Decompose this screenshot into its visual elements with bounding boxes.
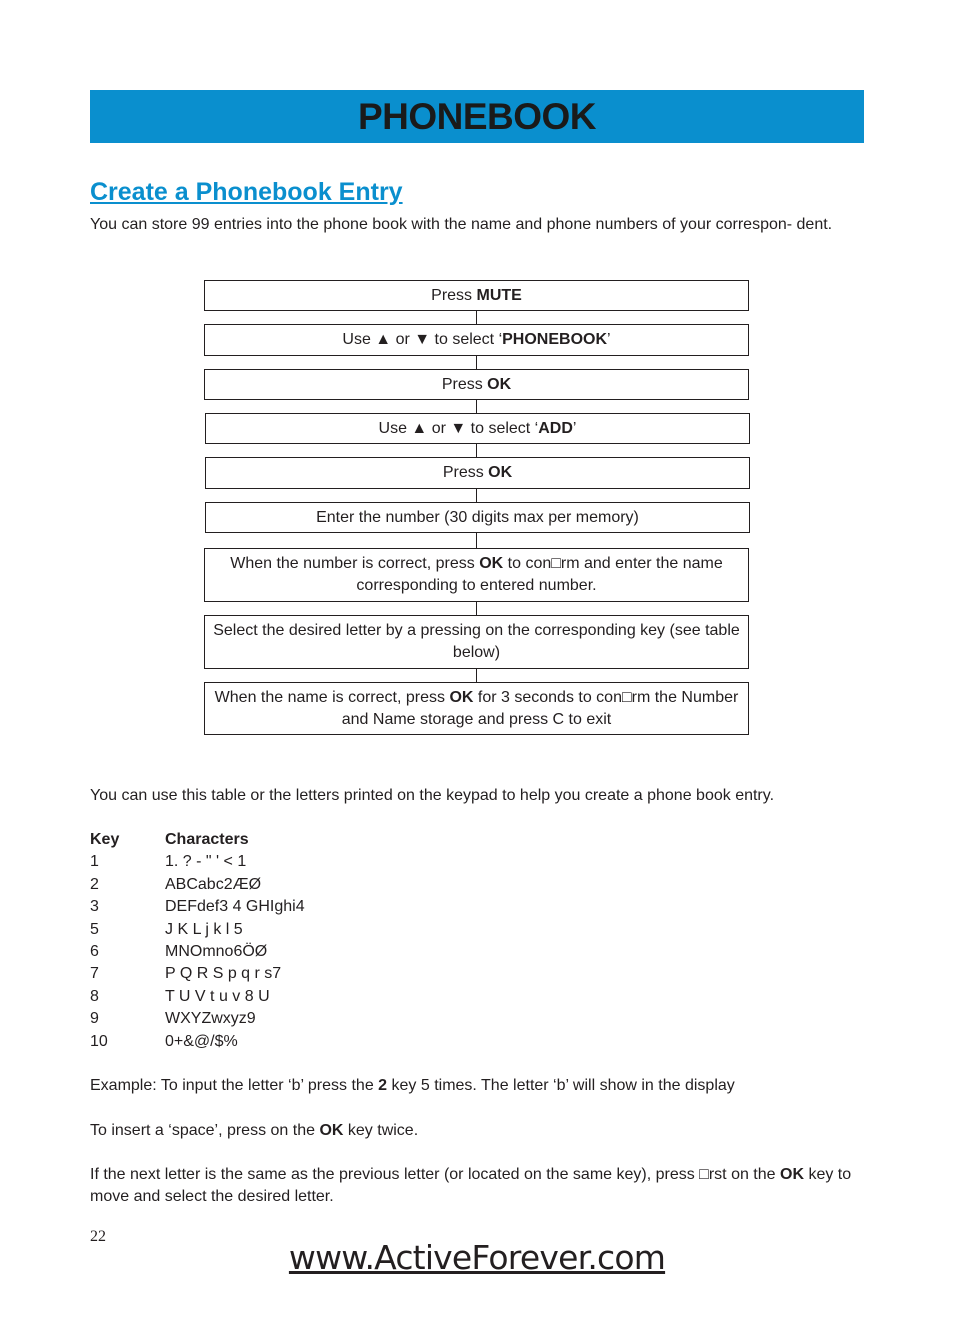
flow-step-8: Select the desired letter by a pressing on the corresponding key (see table below)	[204, 615, 749, 669]
flow-connector	[476, 533, 477, 548]
space-note: To insert a ‘space’, press on the OK key twice.	[90, 1122, 419, 1139]
key-cell: 7	[90, 965, 99, 983]
key-cell: 1	[90, 853, 99, 871]
key-table-header	[90, 829, 305, 851]
key-cell: 10	[90, 1032, 108, 1050]
flow-connector	[476, 444, 477, 457]
table-row	[90, 1008, 305, 1030]
flow-connector	[476, 602, 477, 615]
key-cell: 2	[90, 875, 99, 893]
key-cell: 8	[90, 987, 99, 1005]
key-cell: 6	[90, 943, 99, 961]
key-cell: 5	[90, 920, 99, 938]
flow-connector	[476, 489, 477, 502]
flow-step-2: Use ▲ or ▼ to select ‘PHONEBOOK’	[204, 324, 749, 356]
same-key-note: If the next letter is the same as the previous letter (or located on the same key), press □rst on the OK key to move and select the desired letter.	[90, 1166, 852, 1205]
flow-step-5: Press OK	[205, 457, 750, 489]
table-row	[90, 986, 305, 1008]
table-row	[90, 896, 305, 918]
flow-step-9: When the name is correct, press OK for 3 seconds to con□rm the Number and Name storage and press C to exit	[204, 682, 749, 735]
flow-step-3: Press OK	[204, 369, 749, 400]
characters-cell: 0+&@/$%	[165, 1032, 238, 1050]
characters-cell: 1. ? - " ' < 1	[165, 853, 247, 871]
header-key: Key	[90, 831, 120, 848]
website-link[interactable]: www.ActiveForever.com	[288, 1238, 666, 1277]
table-intro: You can use this table or the letters printed on the keypad to help you create a phone book entry.	[90, 787, 775, 804]
page-title: PHONEBOOK	[357, 95, 597, 137]
flow-connector	[476, 400, 477, 413]
table-row	[90, 941, 305, 963]
header-characters: Characters	[165, 831, 249, 848]
characters-cell: MNOmno6ÖØ	[165, 943, 268, 961]
flow-connector	[476, 669, 477, 682]
table-row	[90, 919, 305, 941]
flow-step-4: Use ▲ or ▼ to select ‘ADD’	[205, 413, 750, 444]
page-number: 22	[90, 1228, 106, 1245]
key-cell: 9	[90, 1010, 99, 1028]
flow-step-6: Enter the number (30 digits max per memory)	[205, 502, 750, 533]
key-cell: 3	[90, 898, 99, 916]
table-row	[90, 1031, 305, 1053]
characters-cell: P Q R S p q r s7	[165, 965, 282, 983]
section-title: Create a Phonebook Entry	[90, 178, 403, 206]
characters-cell: J K L j k l 5	[165, 920, 243, 938]
flow-step-1: Press MUTE	[204, 280, 749, 311]
characters-cell: WXYZwxyz9	[165, 1010, 256, 1028]
table-row	[90, 963, 305, 985]
intro-text: You can store 99 entries into the phone book with the name and phone numbers of your correspon- dent.	[90, 216, 833, 233]
flow-connector	[476, 311, 477, 324]
table-row	[90, 874, 305, 896]
characters-cell: DEFdef3 4 GHIghi4	[165, 898, 305, 916]
key-table	[90, 829, 305, 1053]
characters-cell: T U V t u v 8 U	[165, 987, 270, 1005]
flow-step-7: When the number is correct, press OK to con□rm and enter the name corresponding to entered number.	[204, 548, 749, 602]
flow-connector	[476, 356, 477, 369]
characters-cell: ABCabc2ÆØ	[165, 875, 262, 893]
example-text: Example: To input the letter ‘b’ press the 2 key 5 times. The letter ‘b’ will show in the display	[90, 1077, 735, 1094]
table-row	[90, 851, 305, 873]
